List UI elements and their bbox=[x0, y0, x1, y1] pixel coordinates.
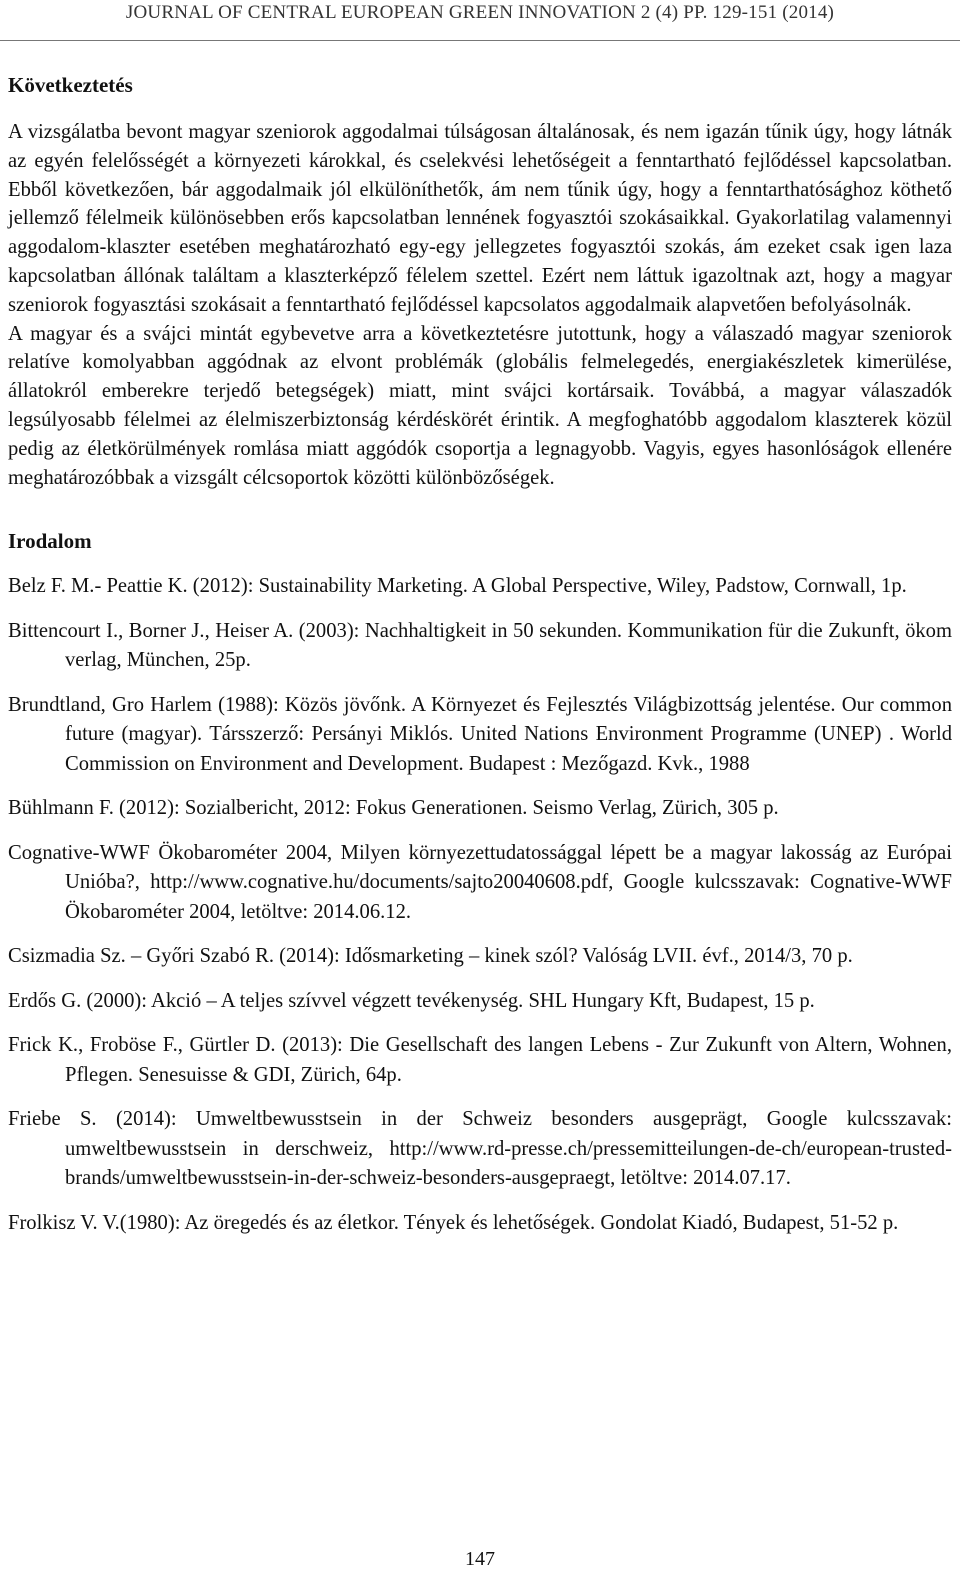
page-number: 147 bbox=[465, 1548, 495, 1570]
conclusion-paragraph-2: A magyar és a svájci mintát egybevetve arra a következtetésre jutottunk, hogy a válaszadó magyar szeniorok relatíve komolyabban aggódnak az elvont problémák (globális felmelegedés, energiakészletek kimerülése, állatokról emberekre terjedő betegségek) miatt, mint svájci kortársaik. Továbbá, a magyar válaszadók legsúlyosabb félelmei az élelmiszerbiztonság kérdéskörét érintik. A megfoghatóbb aggodalom klaszterek közül pedig az életkörülmények romlása miatt aggódók csoportja a legnagyobb. Vagyis, egyes hasonlóságok ellenére meghatározóbbak a vizsgált célcsoportok közötti különbözőségek. bbox=[8, 322, 952, 489]
header-divider bbox=[0, 40, 960, 41]
reference-item: Belz F. M.- Peattie K. (2012): Sustainability Marketing. A Global Perspective, Wiley, Padstow, Cornwall, 1p. bbox=[8, 575, 907, 598]
running-header: JOURNAL OF CENTRAL EUROPEAN GREEN INNOVATION 2 (4) PP. 129-151 (2014) bbox=[125, 2, 835, 23]
reference-item: Cognative-WWF Ökobarométer 2004, Milyen környezettudatossággal lépett be a magyar lakosság az Európai Unióba?, http://www.cognative.hu/documents/sajto20040608.pdf, Google kulcsszavak: Cognative-WWF Ökobarométer 2004, letöltve: 2014.06.12. bbox=[8, 841, 952, 923]
reference-item: Erdős G. (2000): Akció – A teljes szívvel végzett tevékenység. SHL Hungary Kft, Budapest, 15 p. bbox=[8, 989, 815, 1012]
reference-item: Bittencourt I., Borner J., Heiser A. (2003): Nachhaltigkeit in 50 sekunden. Kommunikation für die Zukunft, ökom verlag, München, 25p. bbox=[8, 619, 952, 672]
references-heading: Irodalom bbox=[8, 529, 92, 554]
reference-item: Brundtland, Gro Harlem (1988): Közös jövőnk. A Környezet és Fejlesztés Világbizottság jelentése. Our common future (magyar). Társszerző: Persányi Miklós. United Nations Environment Programme (UNEP) . World Commission on Environment and Development. Budapest : Mezőgazd. Kvk., 1988 bbox=[8, 693, 952, 775]
reference-item: Csizmadia Sz. – Győri Szabó R. (2014): Idősmarketing – kinek szól? Valóság LVII. évf., 2014/3, 70 p. bbox=[8, 945, 853, 968]
reference-item: Bühlmann F. (2012): Sozialbericht, 2012: Fokus Generationen. Seismo Verlag, Zürich, 305 p. bbox=[8, 797, 779, 820]
page-content bbox=[8, 70, 952, 1253]
conclusion-heading: Következtetés bbox=[8, 73, 133, 97]
conclusion-paragraph-1: A vizsgálatba bevont magyar szeniorok aggodalmai túlságosan általánosak, és nem igazán tűnik úgy, hogy látnák az egyén felelősségét a környezeti károkkal, és cselekvési lehetőségeit a fenntartható fejlődéssel kapcsolatban. Ebből következően, bár aggodalmaik jól elkülöníthetők, ám nem tűnik úgy, hogy a fenntarthatósághoz köthető jellemző félelmeik különösebben erős kapcsolatban lennének fogyasztói szokásaikkal. Gyakorlatilag valamennyi aggodalom-klaszter esetében meghatározható egy-egy jellegzetes fogyasztói szokás, ám ezeket csak igen laza kapcsolatban állónak találtam a klaszterképző félelem szettel. Ezért nem láttuk igazoltnak azt, hogy a magyar szeniorok fogyasztási szokásait a fenntartható fejlődéssel kapcsolatos aggodalmaik alapvetően befolyásolnák. bbox=[8, 121, 952, 316]
reference-item: Friebe S. (2014): Umweltbewusstsein in der Schweiz besonders ausgeprägt, Google kulcsszavak: umweltbewusstsein in derschweiz, http://www.rd-presse.ch/pressemitteilungen-de-ch/european-trusted-brands/umweltbewusstsein-in-der-schweiz-besonders-ausgepraegt, letöltve: 2014.07.17. bbox=[8, 1108, 952, 1190]
reference-list bbox=[8, 572, 952, 1238]
reference-item: Frick K., Froböse F., Gürtler D. (2013): Die Gesellschaft des langen Lebens - Zur Zukunft von Altern, Wohnen, Pflegen. Senesuisse & GDI, Zürich, 64p. bbox=[8, 1034, 952, 1086]
reference-item: Frolkisz V. V.(1980): Az öregedés és az életkor. Tények és lehetőségek. Gondolat Kiadó, Budapest, 51-52 p. bbox=[8, 1211, 899, 1234]
